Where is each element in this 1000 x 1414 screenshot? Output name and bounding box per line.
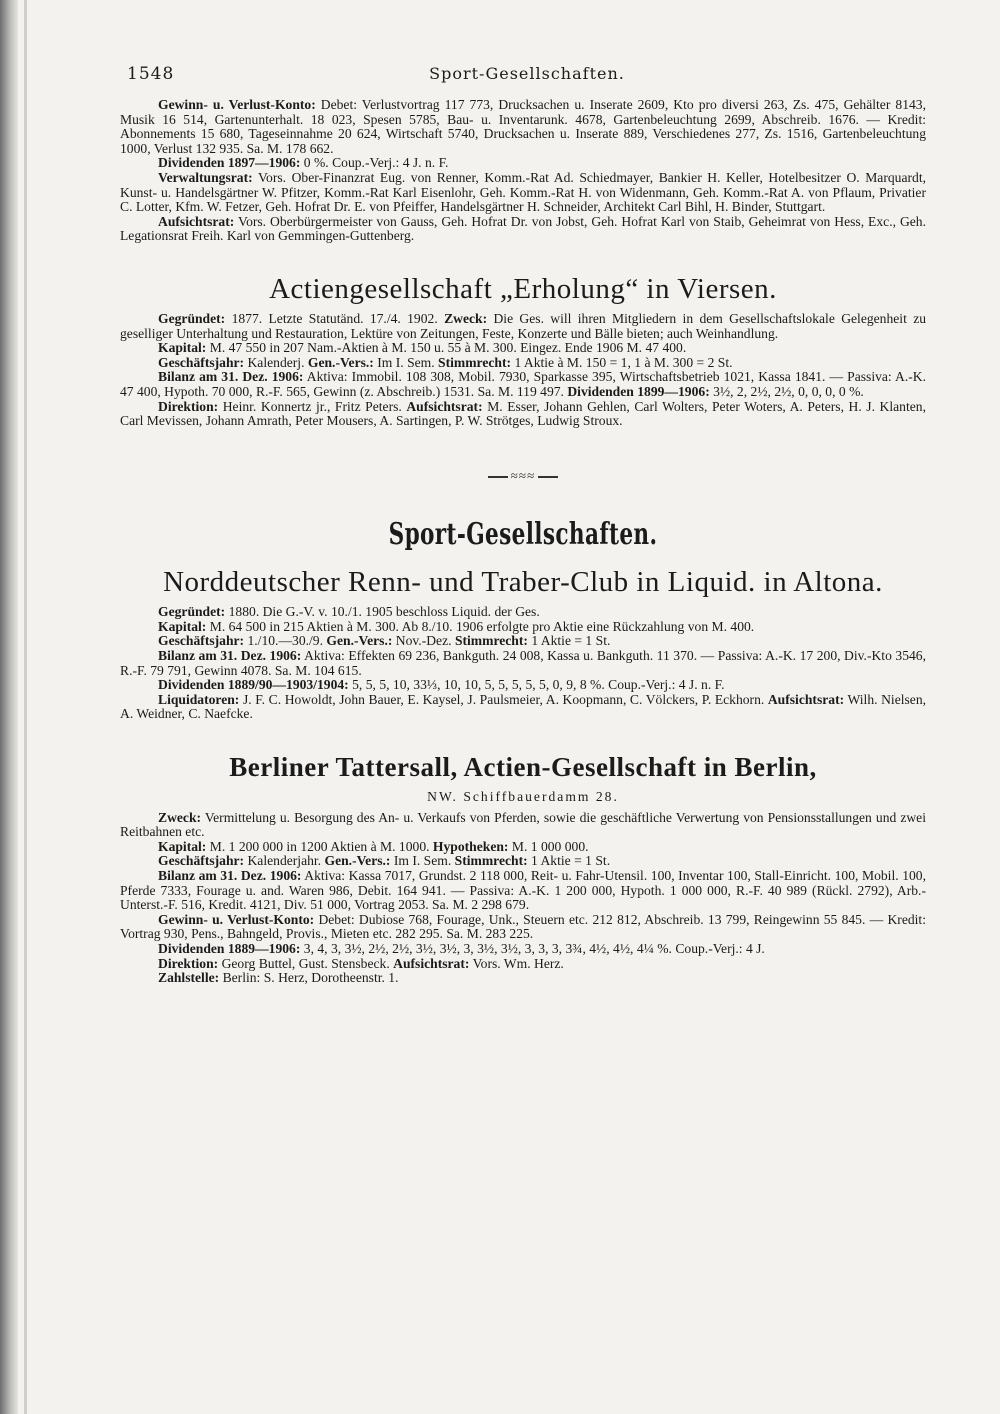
tattersall-st-label: Stimmrecht: [454, 853, 528, 869]
tattersall-kap-label: Kapital: [158, 838, 207, 854]
prev-div-text: 0 %. Coup.-Verj.: 4 J. n. F. [303, 155, 449, 171]
tattersall-dir-text: Georg Buttel, Gust. Stensbeck. [221, 955, 390, 971]
tattersall-guv-paragraph [120, 913, 926, 942]
renn-gegr-label: Gegründet: [158, 604, 226, 620]
tattersall-ar-text: Vors. Wm. Herz. [472, 955, 564, 971]
tattersall-gj-paragraph [120, 854, 926, 869]
prev-gv-text: Debet: Verlustvortrag 117 773, Drucksachen u. Inserate 2609, Kto pro diversi 263, Zs. 475, Gehälter 8143, Musik 16 514, Gartenunterhalt. 18 023, Spesen 5785, Bau- u. Inventarunk. 4678, Gartenbeleuchtung 2699, Abschreib. 1676. — Kredit: Abonnements 15 680, Tageseinnahme 20 624, Wirtschaft 5740, Drucksachen u. Inserate 889, Verschiedenes 277, Zs. 1516, Gartenbeleuchtung 1000, Verlust 132 935. Sa. M. 178 662. [120, 97, 926, 156]
tattersall-gv-text: Im I. Sem. [393, 853, 452, 869]
tattersall-dir-paragraph [120, 957, 926, 972]
prev-vr-text: Vors. Ober-Finanzrat Eug. von Renner, Komm.-Rat Ad. Schiedmayer, Bankier H. Keller, Hotelbesitzer O. Marquardt, Kunst- u. Handelsgärtner W. Pfitzer, Komm.-Rat Karl Eisenlohr, Geh. Komm.-Rat H. von Widenmann, Geh. Komm.-Rat A. von Pflaum, Privatier C. Lotter, Kfm. W. Fetzer, Geh. Hofrat Dr. E. von Pfeiffer, Handelsgärtner H. Schneider, Architekt Carl Bihl, H. Binder, Stuttgart. [120, 169, 926, 215]
prev-ar-paragraph [120, 215, 926, 244]
prev-gv-paragraph [120, 98, 926, 156]
tattersall-div-label: Dividenden 1889—1906: [158, 940, 301, 956]
renn-gj-text: 1./10.—30./9. [247, 633, 324, 649]
erholung-gv-text: Im I. Sem. [377, 354, 435, 370]
renn-ar-text: Wilh. Nielsen, A. Weidner, C. Naefcke. [120, 691, 927, 722]
binding-gutter [0, 0, 18, 1414]
running-title: Sport-Gesellschaften. [429, 64, 625, 83]
tattersall-div-paragraph [120, 942, 926, 957]
page-header [127, 64, 927, 90]
erholung-ar-label: Aufsichtsrat: [406, 398, 483, 414]
renn-st-label: Stimmrecht: [454, 633, 528, 649]
renn-title: Norddeutscher Renn- und Traber-Club in Liquid. in Altona. [163, 566, 883, 599]
section-title: Sport-Gesellschaften. [388, 517, 658, 553]
page-number: 1548 [127, 64, 175, 84]
renn-gegr-text: 1880. Die G.-V. v. 10./1. 1905 beschloss Liquid. der Ges. [228, 604, 540, 620]
erholung-zweck-label: Zweck: [444, 310, 488, 326]
tattersall-kap-paragraph [120, 840, 926, 855]
renn-gv-label: Gen.-Vers.: [326, 633, 393, 649]
erholung-gegr-paragraph [120, 312, 926, 341]
erholung-st-text: 1 Aktie à M. 150 = 1, 1 à M. 300 = 2 St. [514, 354, 733, 370]
erholung-gegr-label: Gegründet: [158, 310, 226, 326]
renn-st-text: 1 Aktie = 1 St. [531, 633, 611, 649]
tattersall-zahl-paragraph [120, 971, 926, 986]
renn-gj-label: Geschäftsjahr: [158, 633, 245, 649]
tattersall-bil-text: Aktiva: Kassa 7017, Grundst. 2 118 000, Reit- u. Fahr-Utensil. 100, Inventar 100, Stall-Einricht. 100, Mobil. 100, Pferde 7333, Fourage u. and. Waren 986, Debit. 164 941. — Passiva: A.-K. 1 200 000, Hypoth. 1 000 000, R.-F. 40 989 (Rückl. 2792), Arb.-Unterst.-F. 516, Kredit. 4121, Div. 51 000, Vortrag 2053. Sa. M. 2 298 679. [120, 868, 927, 913]
erholung-dir-paragraph [120, 400, 926, 429]
erholung-st-label: Stimmrecht: [438, 354, 512, 370]
tattersall-zweck-label: Zweck: [158, 809, 202, 825]
renn-kap-label: Kapital: [158, 618, 207, 634]
renn-liq-paragraph [120, 693, 926, 722]
tattersall-kap-text: M. 1 200 000 in 1200 Aktien à M. 1000. [209, 838, 430, 854]
renn-ar-label: Aufsichtsrat: [767, 691, 845, 707]
tattersall-guv-label: Gewinn- u. Verlust-Konto: [158, 911, 315, 927]
tattersall-guv-text: Debet: Dubiose 768, Fourage, Unk., Steuern etc. 212 812, Abschreib. 13 799, Reingewinn 55 845. — Kredit: Vortrag 930, Pens., Bahngeld, Provis., Mieten etc. 282 295. Sa. M. 283 225. [120, 911, 926, 942]
renn-liq-text: J. F. C. Howoldt, John Bauer, E. Kaysel, J. Paulsmeier, A. Koopmann, C. Völckers, P. Eckhorn. [242, 691, 765, 707]
renn-bil-paragraph [120, 649, 926, 678]
tattersall-title: Berliner Tattersall, Actien-Gesellschaft in Berlin, [229, 752, 817, 783]
prev-gv-label: Gewinn- u. Verlust-Konto: [158, 97, 316, 112]
tattersall-dir-label: Direktion: [158, 955, 219, 971]
prev-div-paragraph [120, 156, 926, 171]
renn-bil-text: Aktiva: Effekten 69 236, Bankguth. 24 008, Kassa u. Bankguth. 11 370. — Passiva: A.-K. 17 200, Div.-Kto 3546, R.-F. 79 791, Gewinn 4078. Sa. M. 104 615. [120, 648, 926, 678]
erholung-kap-paragraph [120, 341, 926, 356]
erholung-gj-label: Geschäftsjahr: [158, 354, 245, 370]
erholung-bil-label: Bilanz am 31. Dez. 1906: [158, 369, 304, 385]
erholung-gj-paragraph [120, 356, 926, 371]
renn-div-paragraph [120, 678, 926, 693]
tattersall-gj-text: Kalenderjahr. [247, 853, 322, 869]
erholung-bil-text: Aktiva: Immobil. 108 308, Mobil. 7930, Sparkasse 395, Wirtschaftsbetrieb 1021, Kassa 1841. — Passiva: A.-K. 47 400, Hypoth. 70 000, R.-F. 565, Gewinn (z. Abschreib.) 1531. Sa. M. 119 497. [120, 369, 926, 399]
tattersall-zweck-paragraph [120, 811, 926, 840]
renn-kap-text: M. 64 500 in 215 Aktien à M. 300. Ab 8./10. 1906 erfolgte pro Aktie eine Rückzahlung von M. 400. [209, 618, 755, 634]
prev-ar-text: Vors. Oberbürgermeister von Gauss, Geh. Hofrat Dr. von Jobst, Geh. Hofrat Karl von Staib, Geheimrat von Hess, Exc., Geh. Legationsrat Freih. Karl von Gemmingen-Guttenberg. [120, 213, 926, 244]
gutter-line [24, 0, 27, 1414]
erholung-title: Actiengesellschaft „Erholung“ in Viersen. [269, 272, 777, 305]
renn-gv-text: Nov.-Dez. [395, 633, 452, 649]
renn-gegr-paragraph [120, 605, 926, 620]
renn-div-text: 5, 5, 5, 10, 33⅓, 10, 10, 5, 5, 5, 5, 5, 0, 9, 8 %. Coup.-Verj.: 4 J. n. F. [352, 677, 725, 693]
erholung-gegr-text: 1877. Letzte Statutänd. 17./4. 1902. [231, 310, 438, 326]
prev-vr-paragraph [120, 171, 926, 215]
ornament-divider: ≈≈≈ [120, 469, 926, 484]
tattersall-gj-label: Geschäftsjahr: [158, 853, 245, 869]
erholung-bil-paragraph [120, 370, 926, 399]
tattersall-bil-label: Bilanz am 31. Dez. 1906: [158, 868, 302, 883]
tattersall-st-text: 1 Aktie = 1 St. [531, 853, 611, 869]
text-column [120, 98, 926, 986]
renn-div-label: Dividenden 1889/90—1903/1904: [158, 677, 349, 693]
erholung-dir-text: Heinr. Konnertz jr., Fritz Peters. [222, 398, 402, 414]
tattersall-bil-paragraph [120, 869, 926, 913]
prev-div-label: Dividenden 1897—1906: [158, 155, 301, 171]
tattersall-zahl-label: Zahlstelle: [158, 970, 220, 986]
tattersall-zahl-text: Berlin: S. Herz, Dorotheenstr. 1. [222, 970, 399, 986]
erholung-div-label: Dividenden 1899—1906: [567, 383, 710, 399]
erholung-zweck-text: Die Ges. will ihren Mitgliedern in dem Gesellschaftslokale Gelegenheit zu geselliger Unterhaltung und Restauration, Lektüre von Zeitungen, Feste, Konzerte und Bälle bieten; auch Weinhandlung. [120, 310, 927, 341]
tattersall-div-text: 3, 4, 3, 3½, 2½, 2½, 3½, 3½, 3, 3½, 3½, 3, 3, 3, 3¾, 4½, 4½, 4¼ %. Coup.-Verj.: 4 J. [303, 940, 765, 956]
erholung-kap-label: Kapital: [158, 340, 207, 356]
tattersall-gv-label: Gen.-Vers.: [324, 853, 391, 869]
tattersall-ar-label: Aufsichtsrat: [393, 955, 470, 971]
prev-vr-label: Verwaltungsrat: [158, 169, 253, 185]
erholung-gj-text: Kalenderj. [247, 354, 305, 370]
erholung-ar-text: M. Esser, Johann Gehlen, Carl Wolters, Peter Woters, A. Peters, H. J. Klanten, Carl Mevissen, Johann Amrath, Peter Mousers, A. Sartingen, P. W. Strötges, Ludwig Stroux. [120, 398, 926, 429]
erholung-dir-label: Direktion: [158, 398, 219, 414]
renn-bil-label: Bilanz am 31. Dez. 1906: [158, 648, 302, 664]
erholung-kap-text: M. 47 550 in 207 Nam.-Aktien à M. 150 u. 55 à M. 300. Eingez. Ende 1906 M. 47 400. [209, 340, 687, 356]
renn-gj-paragraph [120, 634, 926, 649]
renn-liq-label: Liquidatoren: [158, 691, 240, 707]
erholung-div-text: 3½, 2, 2½, 2½, 0, 0, 0, 0 %. [713, 383, 864, 399]
prev-ar-label: Aufsichtsrat: [158, 213, 235, 229]
renn-kap-paragraph [120, 620, 926, 635]
tattersall-hyp-label: Hypotheken: [432, 838, 509, 854]
tattersall-address: NW. Schiffbauerdamm 28. [427, 789, 619, 805]
tattersall-hyp-text: M. 1 000 000. [511, 838, 589, 854]
tattersall-zweck-text: Vermittelung u. Besorgung des An- u. Verkaufs von Pferden, sowie die geschäftliche Verwertung von Pensionsstallungen und zwei Reitbahnen etc. [120, 809, 926, 840]
erholung-gv-label: Gen.-Vers.: [307, 354, 374, 370]
